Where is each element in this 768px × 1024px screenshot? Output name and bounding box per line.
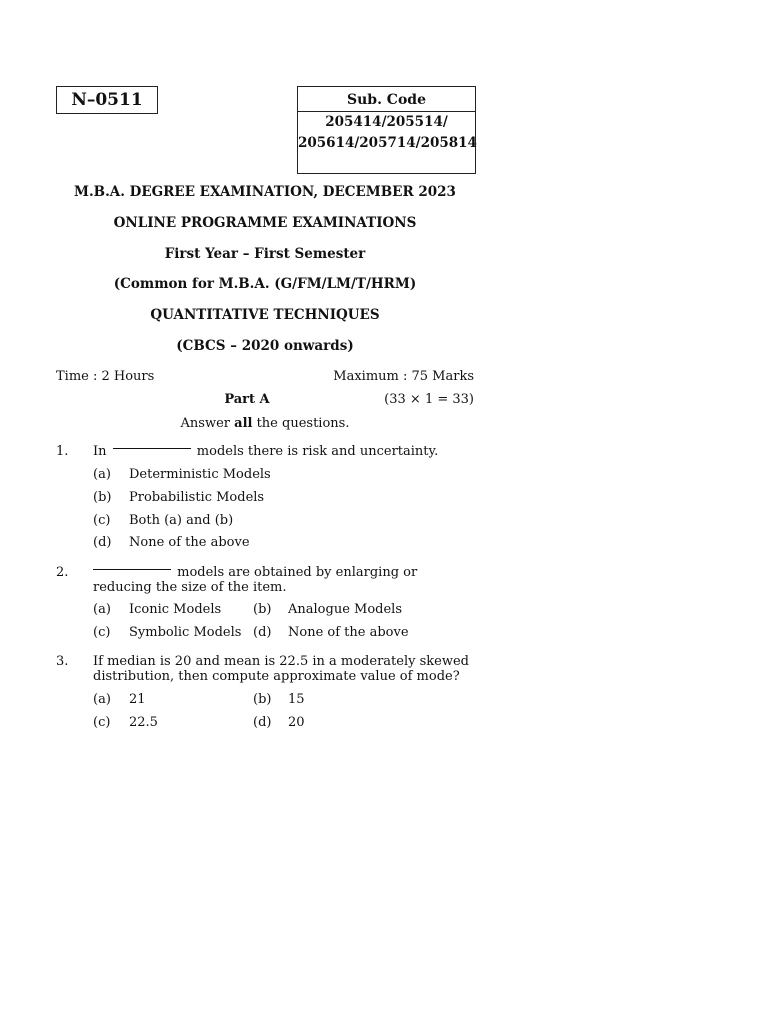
instruction-pre: Answer: [180, 416, 235, 431]
option-label: (b): [253, 602, 272, 617]
option-text: Analogue Models: [288, 602, 402, 617]
fill-blank: [93, 569, 171, 570]
question-text: [93, 444, 478, 459]
subject-title: QUANTITATIVE TECHNIQUES: [150, 307, 380, 323]
part-title: Part A: [224, 392, 270, 407]
option-label: (c): [93, 513, 111, 528]
option-text: Deterministic Models: [129, 467, 271, 482]
instruction-bold: all: [234, 416, 253, 431]
common-for: (Common for M.B.A. (G/FM/LM/T/HRM): [113, 276, 417, 292]
sub-code-title: Sub. Code: [298, 87, 475, 112]
time-duration: Time : 2 Hours: [56, 369, 155, 384]
option-text: Probabilistic Models: [129, 490, 265, 505]
paper-code: N–0511: [71, 90, 143, 110]
option-text: None of the above: [288, 625, 409, 640]
paper-code-box: [56, 86, 158, 114]
option-text: 21: [129, 692, 146, 707]
scheme: (CBCS – 2020 onwards): [176, 338, 354, 354]
fill-blank: [113, 448, 191, 449]
year-semester: First Year – First Semester: [164, 246, 366, 262]
option-label: (d): [253, 625, 272, 640]
question-text: If median is 20 and mean is 22.5 in a moderately skewed distribution, then compute approximate value of mode?: [93, 654, 469, 684]
question-number: 3.: [56, 654, 69, 669]
option-text: Symbolic Models: [129, 625, 242, 640]
option-text: Iconic Models: [129, 602, 222, 617]
subject-code-box: [297, 86, 476, 174]
question-number: 2.: [56, 565, 69, 580]
question-text-before: In: [93, 444, 107, 459]
question-text-after: models are obtained by enlarging or reducing the size of the item.: [93, 565, 418, 595]
option-text: 15: [288, 692, 305, 707]
instruction: [56, 416, 474, 431]
option-label: (d): [253, 715, 272, 730]
part-marks: (33 × 1 = 33): [384, 392, 474, 407]
option-label: (a): [93, 692, 111, 707]
option-label: (a): [93, 467, 111, 482]
option-label: (b): [93, 490, 112, 505]
option-label: (c): [93, 625, 111, 640]
option-label: (a): [93, 602, 111, 617]
question-text: [93, 565, 478, 595]
question-number: 1.: [56, 444, 69, 459]
sub-code-line-2: 205614/205714/205814: [298, 135, 477, 151]
option-label: (c): [93, 715, 111, 730]
question-text-after: models there is risk and uncertainty.: [196, 444, 439, 459]
option-label: (d): [93, 535, 112, 550]
exam-title: M.B.A. DEGREE EXAMINATION, DECEMBER 2023: [74, 184, 456, 200]
option-text: 22.5: [129, 715, 158, 730]
option-text: 20: [288, 715, 305, 730]
sub-code-line-1: 205414/205514/: [325, 114, 448, 130]
option-text: None of the above: [129, 535, 250, 550]
maximum-marks: Maximum : 75 Marks: [333, 369, 474, 384]
option-label: (b): [253, 692, 272, 707]
instruction-post: the questions.: [252, 416, 350, 431]
programme-title: ONLINE PROGRAMME EXAMINATIONS: [113, 215, 417, 231]
option-text: Both (a) and (b): [129, 513, 234, 528]
